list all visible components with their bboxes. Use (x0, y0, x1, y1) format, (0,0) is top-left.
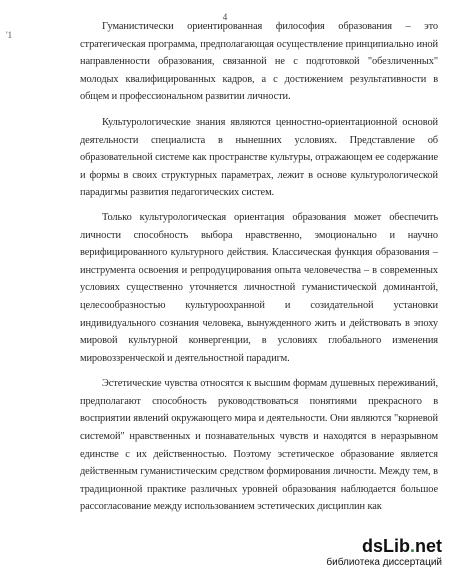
logo-tld: net (415, 536, 442, 556)
paragraph-2: Культурологические знания являются ценностно-ориентационной основой деятельности специалиста в нынешних условиях. Представление об образовательной системе как пространстве культуры, отражающем ее содержание и формы в своих структурных параметрах, лежит в основе культурологической парадигмы развития педагогических систем. (80, 116, 438, 199)
document-body (80, 18, 438, 524)
paragraph-3: Только культурологическая ориентация образования может обеспечить личности способность выбора нравственно, эмоционально и научно верифицированного культурного действия. Классическая функция образования – инструмента освоения и репродуцирования опыта человечества – в современных условиях существенно уточняется личностной гуманистической доминантой, целесообразностью культуроохранной и созидательной установки индивидуального сознания человека, вынужденного жить и действовать в эпоху мировой культурной конвергенции, в условиях глобального изменения мировоззренческой и деятельностной парадигм. (80, 211, 438, 364)
logo-dot: . (409, 536, 415, 556)
watermark-tagline: библиотека диссертаций (326, 557, 442, 568)
page-number: 4 (222, 12, 228, 22)
paragraph-4: Эстетические чувства относятся к высшим формам душевных переживаний, предполагают способность руководствоваться понятиями прекрасного в восприятии явлений окружающего мира и деятельности. Они являются "корневой системой" нравственных и познавательных чувств и находятся в неразрывном единстве с их действенностью. Поэтому эстетическое образование является действенным гуманистическим средством формирования личности. Между тем, в традиционной практике различных уровней образования наблюдается большое рассогласование между использованием эстетических дисциплин как (80, 378, 438, 513)
dslib-logo (362, 537, 442, 555)
logo-main: dsLib (361, 536, 410, 556)
paragraph-1: Гуманистически ориентированная философия образования – это стратегическая программа, предполагающая осуществление принципиально иной направленности образования, связанной не с подготовкой "обезличенных" молодых квалифицированных кадров, а с достижением результативности в общем и профессиональном развитии личности. (80, 21, 438, 103)
corner-mark: '1 (6, 30, 13, 40)
dslib-watermark[interactable] (282, 537, 442, 571)
